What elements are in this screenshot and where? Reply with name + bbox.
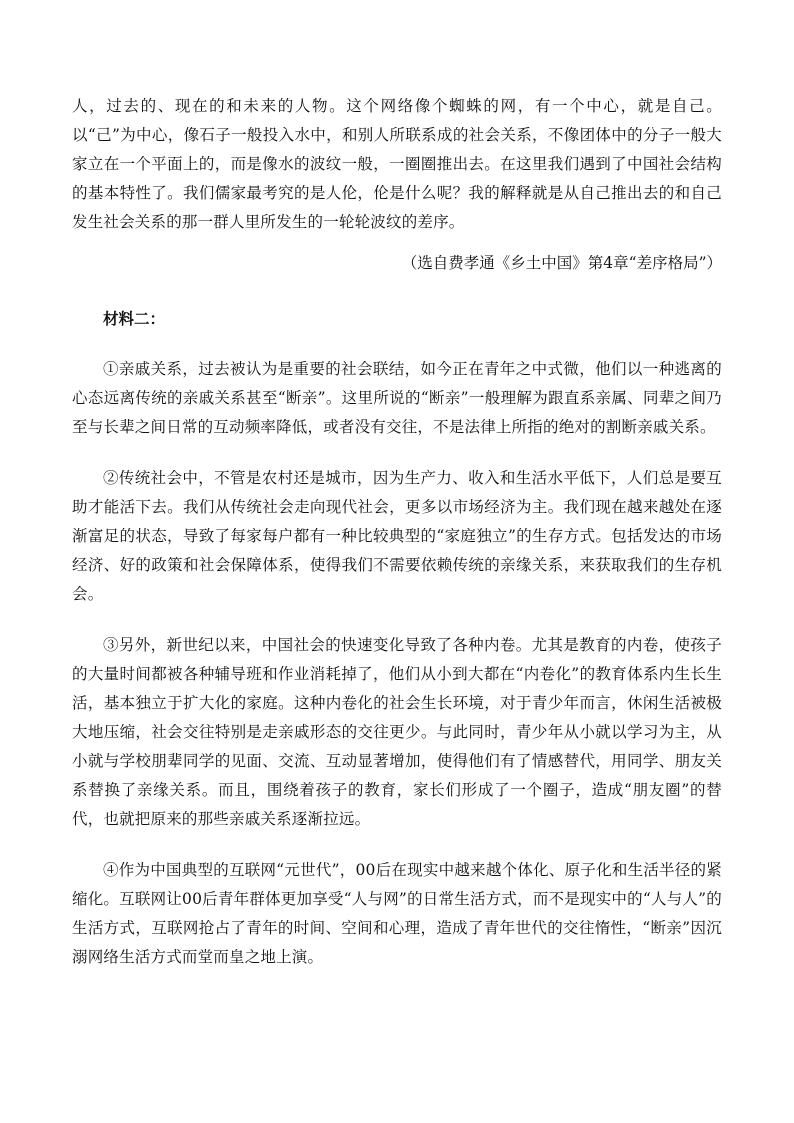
paragraph-2: ②传统社会中，不管是农村还是城市，因为生产力、收入和生活水平低下，人们总是要互助才能活下去。我们从传统社会走向现代社会，更多以市场经济为主。我们现在越来越处在逐渐富足的状态，导致了每家每户都有一种比较典型的“家庭独立”的生存方式。包括发达的市场经济、好的政策和社会保障体系，使得我们不需要依赖传统的亲缘关系，来获取我们的生存机会。 xyxy=(72,469,722,603)
document-page xyxy=(72,92,722,972)
passage-top-paragraph: 人，过去的、现在的和未来的人物。这个网络像个蜘蛛的网，有一个中心，就是自己。以“己”为中心，像石子一般投入水中，和别人所联系成的社会关系，不像团体中的分子一般大家立在一个平面上的，而是像水的波纹一般，一圈圈推出去。在这里我们遇到了中国社会结构的基本特性了。我们儒家最考究的是人伦，伦是什么呢？我的解释就是从自己推出去的和自己发生社会关系的那一群人里所发生的一轮轮波纹的差序。 xyxy=(72,97,722,231)
paragraph-4: ④作为中国典型的互联网“元世代”，00后在现实中越来越个体化、原子化和生活半径的紧缩化。互联网让00后青年群体更加享受“人与网”的日常生活方式，而不是现实中的“人与人”的生活方式，互联网抢占了青年的时间、空间和心理，造成了青年世代的交往惰性，“断亲”因沉溺网络生活方式而堂而皇之地上演。 xyxy=(72,861,722,966)
paragraph-3: ③另外，新世纪以来，中国社会的快速变化导致了各种内卷。尤其是教育的内卷，使孩子的大量时间都被各种辅导班和作业消耗掉了，他们从小到大都在“内卷化”的教育体系内生长生活，基本独立于扩大化的家庭。这种内卷化的社会生长环境，对于青少年而言，休闲生活被极大地压缩，社会交往特别是走亲戚形态的交往更少。与此同时，青少年从小就以学习为主，从小就与学校朋辈同学的见面、交流、互动显著增加，使得他们有了情感替代，用同学、朋友关系替换了亲缘关系。而且，围绕着孩子的教育，家长们形成了一个圈子，造成“朋友圈”的替代，也就把原来的那些亲戚关系逐渐拉远。 xyxy=(72,636,722,828)
material-2-heading: 材料二： xyxy=(103,309,166,328)
source-citation: （选自费孝通《乡土中国》第4章“差序格局”） xyxy=(401,254,722,272)
paragraph-1: ①亲戚关系，过去被认为是重要的社会联结，如今正在青年之中式微，他们以一种逃离的心态远离传统的亲戚关系甚至“断亲”。这里所说的“断亲”一般理解为跟直系亲属、同辈之间乃至与长辈之间日常的互动频率降低，或者没有交往，不是法律上所指的绝对的割断亲戚关系。 xyxy=(72,360,722,436)
